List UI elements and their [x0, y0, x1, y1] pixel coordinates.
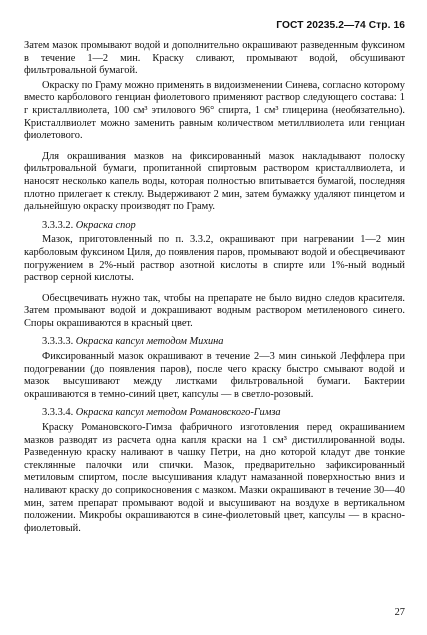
paragraph: Затем мазок промывают водой и дополнительно окрашивают разведенным фуксином в течение 1—2 мин. Краску сливают, промывают водой, обсушивают фильтровальной бумагой.	[24, 40, 405, 77]
section-heading	[42, 336, 405, 349]
page-header: ГОСТ 20235.2—74 Стр. 16	[276, 20, 405, 31]
section-heading	[42, 220, 405, 233]
paragraph: Фиксированный мазок окрашивают в течение 2—3 мин синькой Леффлера при подогревании (до появления паров), после чего краску быстро смывают водой и мазок высушивают между листками фильтровальной бумаги. Бактерии окрашиваются в темно-синий цвет, капсулы — в светло-розовый.	[24, 351, 405, 400]
section-title: Окраска спор	[75, 219, 136, 231]
paragraph: Окраску по Граму можно применять в видоизменении Синева, согласно которому вместо карболового генциан фиолетового применяют раствор следующего состава: 1 г кристаллвиолета, 100 см³ этилового 96° спирта, 1 см³ глицерина (необязательно). Кристаллвиолет можно заменить равным количеством метиллвиолета или генциан фиолетового.	[24, 79, 405, 142]
section-number: 3.3.3.4.	[42, 407, 74, 419]
section-number: 3.3.3.3.	[42, 336, 74, 348]
paragraph: Обесцвечивать нужно так, чтобы на препарате не было видно следов красителя. Затем промывают водой и докрашивают водным раствором метиленового синего. Споры окрашиваются в красный цвет.	[24, 292, 405, 329]
paragraph: Для окрашивания мазков на фиксированный мазок накладывают полоску фильтровальной бумаги, пропитанной спиртовым раствором кристаллвиолета, и наносят несколько капель воды, которая полностью впитывается бумагой, последняя плотно прилегает к стеклу. Выдерживают 2 мин, затем бумажку удаляют пинцетом и дальнейшую окраску производят по Граму.	[24, 150, 405, 213]
paragraph: Мазок, приготовленный по п. 3.3.2, окрашивают при нагревании 1—2 мин карболовым фуксином Циля, до появления паров, промывают водой и обесцвечивают погружением в 2%-ный раствор азотной кислоты в спирте или 1%-ный водный раствор серной кислоты.	[24, 234, 405, 284]
section-heading	[42, 407, 405, 420]
section-number: 3.3.3.2.	[42, 219, 74, 231]
section-title: Окраска капсул методом Романовского-Гимза	[75, 407, 281, 419]
paragraph: Краску Романовского-Гимза фабричного изготовления перед окрашиванием мазков разводят из расчета одна капля краски на 1 см³ дистиллированной воды. Разведенную краску наливают в чашку Петри, на дно которой кладут две тонкие стеклянные палочки или спички. Мазок, предварительно зафиксированный метиловым спиртом, после высушивания кладут намазанной поверхностью вниз и наливают краску до соприкосновения с мазком. Мазки окрашивают в течение 30—40 мин, затем препарат промывают водой и высушивают на воздухе в вертикальном положении. Микробы окрашиваются в сине-фиолетовый цвет, капсулы — в красно-фиолетовый.	[24, 422, 405, 534]
page-number: 27	[394, 607, 405, 618]
section-title: Окраска капсул методом Михина	[75, 336, 224, 348]
